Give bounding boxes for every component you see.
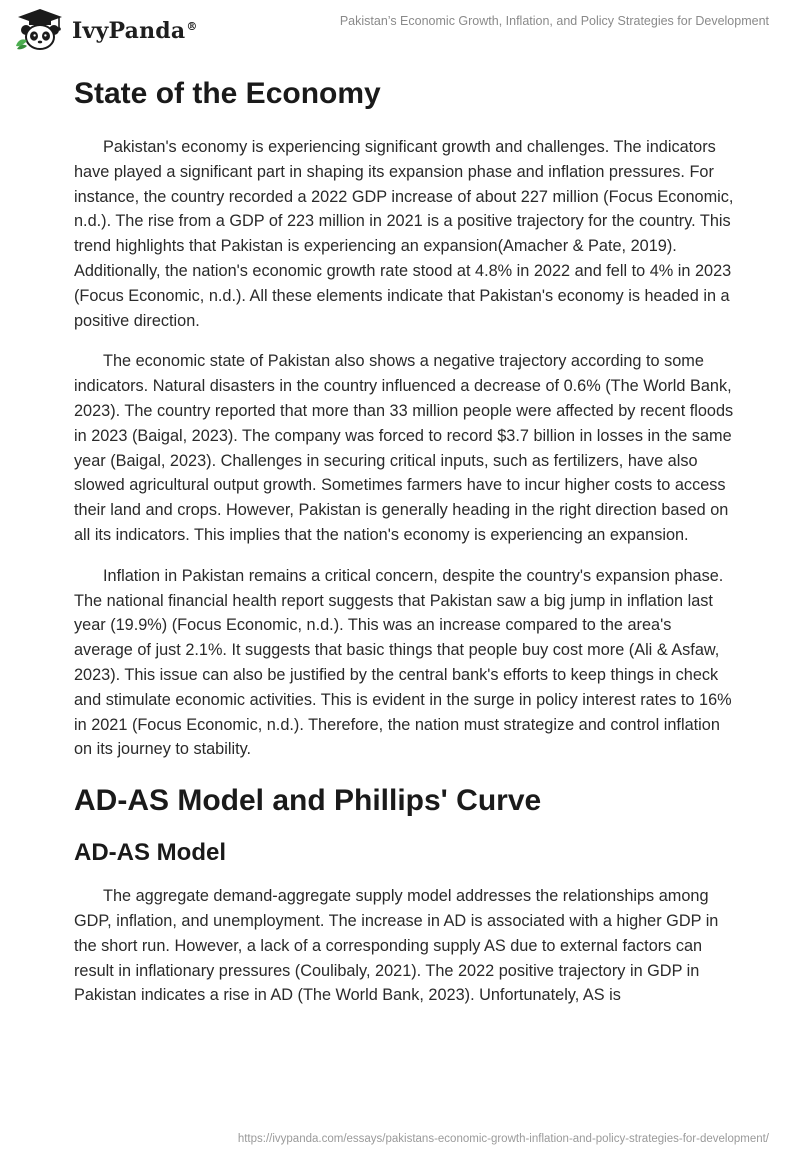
registered-mark: ® bbox=[186, 19, 198, 33]
page-header bbox=[0, 0, 800, 60]
brand-logo[interactable] bbox=[14, 8, 198, 52]
heading-adas-phillips: AD-AS Model and Phillips' Curve bbox=[74, 784, 542, 818]
subheading-adas-model: AD-AS Model bbox=[74, 839, 226, 867]
article-body bbox=[74, 70, 734, 1024]
graduation-panda-icon bbox=[14, 8, 66, 52]
paragraph: Inflation in Pakistan remains a critical concern, despite the country's expansion phase. The national financial health report suggests that Pakistan saw a big jump in inflation last year (19.9%) (Focus Economic, n.d.). This was an increase compared to the area's average of just 2.1%. It suggests that basic things that people buy cost more (Ali & Asfaw, 2023). This issue can also be justified by the central bank's efforts to keep things in check and stimulate economic activities. This is evident in the surge in policy interest rates to 16% in 2021 (Focus Economic, n.d.). Therefore, the nation must strategize and control inflation on its journey to stability. bbox=[74, 566, 732, 759]
paragraph: Pakistan's economy is experiencing significant growth and challenges. The indicators have played a significant part in shaping its expansion phase and inflation pressures. For instance, the country recorded a 2022 GDP increase of about 227 million (Focus Economic, n.d.). The rise from a GDP of 223 million in 2021 is a positive trajectory for the country. This trend highlights that Pakistan is experiencing an expansion(Amacher & Pate, 2019). Additionally, the nation's economic growth rate stood at 4.8% in 2022 and fell to 4% in 2023 (Focus Economic, n.d.). All these elements indicate that Pakistan's economy is headed in a positive direction. bbox=[74, 138, 734, 330]
document-title: Pakistan’s Economic Growth, Inflation, and Policy Strategies for Development bbox=[339, 14, 769, 28]
paragraph: The aggregate demand-aggregate supply model addresses the relationships among GDP, inflation, and unemployment. The increase in AD is associated with a higher GDP in the short run. However, a lack of a corresponding supply AS due to external factors can result in inflationary pressures (Coulibaly, 2021). The 2022 positive trajectory in GDP in Pakistan indicates a rise in AD (The World Bank, 2023). Unfortunately, AS is bbox=[74, 887, 719, 1005]
paragraph: The economic state of Pakistan also shows a negative trajectory according to some indicators. Natural disasters in the country influenced a decrease of 0.6% (The World Bank, 2023). The country reported that more than 33 million people were affected by recent floods in 2023 (Baigal, 2023). The company was forced to record $3.7 billion in losses in the same year (Baigal, 2023). Challenges in securing critical inputs, such as fertilizers, have also slowed agricultural output growth. Sometimes farmers have to incur higher costs to access their land and crops. However, Pakistan is generally heading in the right direction based on all its indicators. This implies that the nation's economy is experiencing an expansion. bbox=[74, 352, 734, 544]
brand-name: IvyPanda® bbox=[72, 18, 198, 44]
source-url[interactable]: https://ivypanda.com/essays/pakistans-economic-growth-inflation-and-policy-strategies-for-development/ bbox=[237, 1133, 769, 1145]
heading-state-of-economy: State of the Economy bbox=[74, 77, 381, 110]
